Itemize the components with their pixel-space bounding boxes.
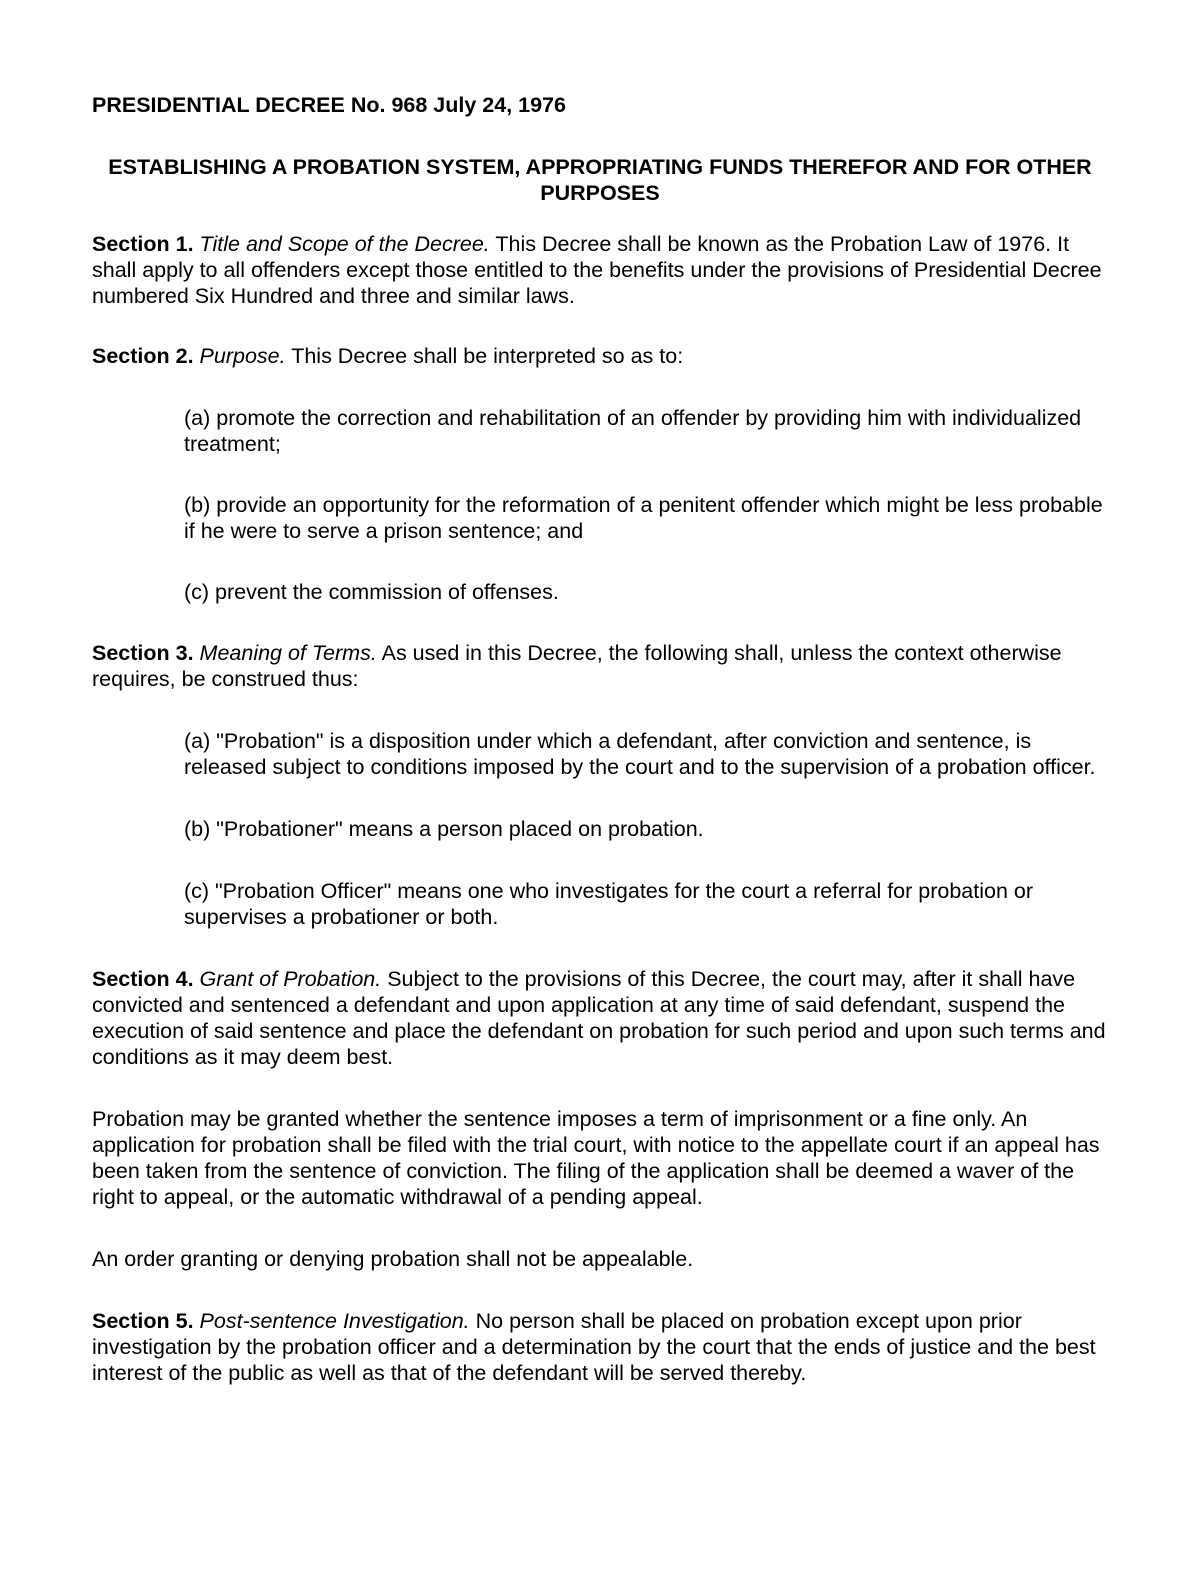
section-3-title: Meaning of Terms. [199,641,377,665]
section-3-item-c: (c) "Probation Officer" means one who investigates for the court a referral for probation or supervises a probationer or both. [184,879,1033,929]
section-2-title: Purpose. [199,344,286,368]
section-1 [92,231,1108,309]
section-4-text: Subject to the provisions of this Decree, the court may, after it shall have convicted and sentenced a defendant and upon application at any time of said defendant, suspend the execution of said sentence and place the defendant on probation for such period and upon such terms and conditions as it may deem best. [92,967,1106,1069]
decree-title: ESTABLISHING A PROBATION SYSTEM, APPROPRIATING FUNDS THEREFOR AND FOR OTHER PURPOSES [108,155,1092,205]
section-1-title: Title and Scope of the Decree. [199,232,490,256]
section-1-number: Section 1. [92,232,194,256]
section-3-text: As used in this Decree, the following shall, unless the context otherwise requires, be construed thus: [92,641,1062,691]
section-4-number: Section 4. [92,967,194,991]
section-3-item-a: (a) "Probation" is a disposition under which a defendant, after conviction and sentence, is released subject to conditions imposed by the court and to the supervision of a probation officer. [184,729,1096,779]
section-4 [92,966,1108,1070]
section-4-title: Grant of Probation. [199,967,382,991]
section-4-paragraph-3: An order granting or denying probation shall not be appealable. [92,1247,694,1271]
section-3 [92,640,1108,692]
decree-heading: PRESIDENTIAL DECREE No. 968 July 24, 1976 [92,93,566,117]
section-2 [92,343,1108,369]
section-5-number: Section 5. [92,1309,194,1333]
section-2-item-a: (a) promote the correction and rehabilitation of an offender by providing him with individualized treatment; [184,406,1082,456]
section-3-number: Section 3. [92,641,194,665]
section-4-paragraph-2: Probation may be granted whether the sentence imposes a term of imprisonment or a fine only. An application for probation shall be filed with the trial court, with notice to the appellate court if an appeal has been taken from the sentence of conviction. The filing of the application shall be deemed a waver of the right to appeal, or the automatic withdrawal of a pending appeal. [92,1107,1100,1209]
section-1-text: This Decree shall be known as the Probation Law of 1976. It shall apply to all offenders except those entitled to the benefits under the provisions of Presidential Decree numbered Six Hundred and three and similar laws. [92,232,1102,308]
document-page [92,92,1108,1386]
section-2-item-b: (b) provide an opportunity for the reformation of a penitent offender which might be less probable if he were to serve a prison sentence; and [184,493,1103,543]
section-2-text: This Decree shall be interpreted so as to: [291,344,684,368]
section-5 [92,1308,1108,1386]
section-5-title: Post-sentence Investigation. [199,1309,470,1333]
section-2-number: Section 2. [92,344,194,368]
section-2-item-c: (c) prevent the commission of offenses. [184,580,559,604]
section-3-item-b: (b) "Probationer" means a person placed on probation. [184,817,704,841]
section-5-text: No person shall be placed on probation except upon prior investigation by the probation officer and a determination by the court that the ends of justice and the best interest of the public as well as that of the defendant will be served thereby. [92,1309,1096,1385]
